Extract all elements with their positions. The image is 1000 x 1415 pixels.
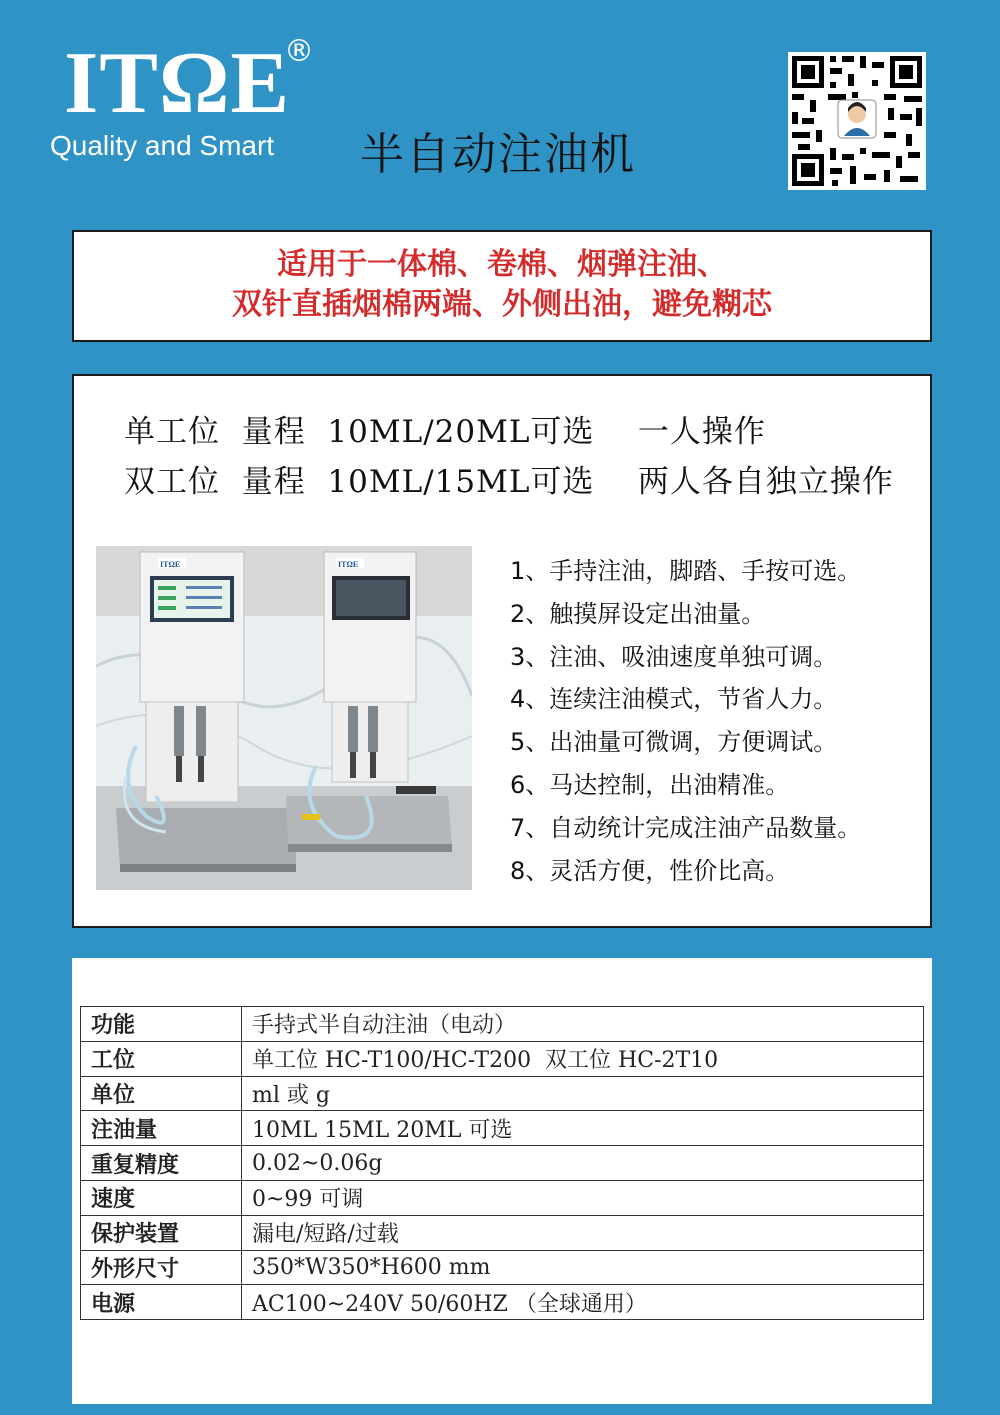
spec-value: 单工位 HC-T100/HC-T200 双工位 HC-2T10 <box>242 1041 924 1076</box>
feature-item: 8、灵活方便，性价比高。 <box>510 856 790 885</box>
table-row <box>81 1285 924 1320</box>
spec-value: 0~99 可调 <box>242 1180 924 1215</box>
page-title: 半自动注油机 <box>360 129 636 180</box>
spec-label: 保护装置 <box>81 1215 242 1250</box>
spec-value: ml 或 g <box>242 1076 924 1111</box>
logo-text: ITΩE <box>64 35 291 132</box>
slogan-line-1: 适用于一体棉、卷棉、烟弹注油、 <box>277 247 727 282</box>
spec-value: 漏电/短路/过载 <box>242 1215 924 1250</box>
spec-label: 速度 <box>81 1180 242 1215</box>
brand-logo <box>48 34 338 180</box>
specs-panel <box>72 958 932 1404</box>
brand-tagline: Quality and Smart <box>50 130 275 161</box>
spec-value: 350*W350*H600 mm <box>242 1250 924 1285</box>
slogan-box <box>72 230 932 342</box>
feature-item: 4、连续注油模式，节省人力。 <box>510 685 838 714</box>
table-row <box>81 1146 924 1181</box>
qr-code <box>788 52 926 190</box>
spec-label: 工位 <box>81 1041 242 1076</box>
photo-brand-label-right: ITΩE <box>338 560 359 569</box>
feature-list <box>510 550 861 892</box>
table-row <box>81 1111 924 1146</box>
slogan-line-2: 双针直插烟棉两端、外侧出油，避免糊芯 <box>232 287 772 322</box>
spec-value: 0.02~0.06g <box>242 1146 924 1181</box>
spec-value: 10ML 15ML 20ML 可选 <box>242 1111 924 1146</box>
spec-label: 重复精度 <box>81 1146 242 1181</box>
feature-item: 7、自动统计完成注油产品数量。 <box>510 813 862 842</box>
table-row <box>81 1076 924 1111</box>
spec-label: 功能 <box>81 1007 242 1042</box>
qr-code-icon <box>788 52 926 190</box>
spec-label: 电源 <box>81 1285 242 1320</box>
spec-value: 手持式半自动注油（电动） <box>242 1007 924 1042</box>
table-row <box>81 1215 924 1250</box>
single-station-range: 单工位 量程 10ML/20ML可选 一人操作 <box>124 414 766 450</box>
feature-item: 2、触摸屏设定出油量。 <box>510 599 766 628</box>
machine-illustration <box>96 546 472 890</box>
table-row <box>81 1180 924 1215</box>
product-photo <box>96 546 472 890</box>
table-row <box>81 1041 924 1076</box>
spec-value: AC100~240V 50/60HZ （全球通用） <box>242 1285 924 1320</box>
table-row <box>81 1250 924 1285</box>
feature-item: 5、出油量可微调，方便调试。 <box>510 728 838 757</box>
feature-item: 3、注油、吸油速度单独可调。 <box>510 642 838 671</box>
specs-table <box>80 1006 924 1320</box>
feature-item: 6、马达控制，出油精准。 <box>510 770 790 799</box>
table-row <box>81 1007 924 1042</box>
product-overview-box <box>72 374 932 928</box>
spec-label: 注油量 <box>81 1111 242 1146</box>
photo-brand-label-left: ITΩE <box>160 560 181 569</box>
dual-station-range: 双工位 量程 10ML/15ML可选 两人各自独立操作 <box>124 464 894 500</box>
spec-label: 外形尺寸 <box>81 1250 242 1285</box>
spec-label: 单位 <box>81 1076 242 1111</box>
registered-mark: ® <box>284 34 314 69</box>
feature-item: 1、手持注油，脚踏、手按可选。 <box>510 557 862 585</box>
